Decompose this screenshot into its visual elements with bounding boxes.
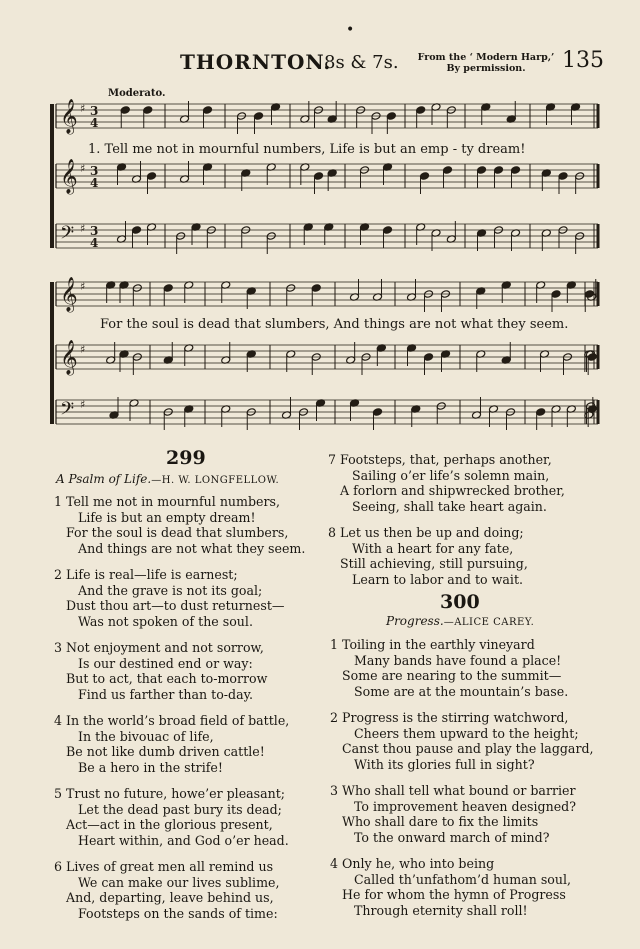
note-head <box>424 353 434 362</box>
verse-line: Learn to labor and to wait. <box>352 571 524 587</box>
note-head <box>584 290 594 299</box>
credit-line-1: From the ‘ Modern Harp,’ <box>417 52 555 63</box>
tune-meter: 8s & 7s. <box>324 52 399 73</box>
verse-line: Act—act in the glorious present, <box>66 817 273 832</box>
verse <box>328 452 565 514</box>
note-head <box>420 172 430 181</box>
tune-title: THORNTON. <box>180 50 332 74</box>
top-mark: • <box>346 22 355 38</box>
verse-line <box>330 710 594 726</box>
verse <box>54 567 305 629</box>
time-signature-top: 3 <box>90 224 99 238</box>
verse-line: Dust thou art—to dust returnest— <box>66 598 285 613</box>
verse-line <box>330 856 594 872</box>
verse-line: Through eternity shall roll! <box>354 902 528 918</box>
verse-line <box>54 567 305 583</box>
verse-line: He for whom the hymn of Progress <box>342 887 566 902</box>
verse-line: Life is but an empty dream! <box>78 509 256 525</box>
verse-number: 4 <box>330 856 339 871</box>
verse-line: Many bands have found a place! <box>354 652 562 668</box>
treble-clef-icon: 𝄞 <box>60 99 78 134</box>
verse-line: With a heart for any fate, <box>352 540 514 556</box>
verse-text: Let us then be up and doing; <box>336 525 524 540</box>
verse-line: And the grave is not its goal; <box>78 582 263 598</box>
note-head <box>203 106 213 115</box>
sharp-icon: ♯ <box>80 280 86 293</box>
note-head <box>494 166 504 175</box>
verse <box>330 637 594 699</box>
verse-text: Who shall tell what bound or barrier <box>338 783 576 798</box>
note-head <box>373 408 383 417</box>
treble-clef-icon: 𝄞 <box>60 277 78 312</box>
note-head <box>511 166 521 175</box>
sharp-icon: ♯ <box>80 222 86 235</box>
verse-line: Let the dead past bury its dead; <box>78 801 282 817</box>
verse-number: 5 <box>54 786 63 801</box>
verse-line: Be a hero in the strife! <box>78 759 223 775</box>
verse-number: 7 <box>328 452 337 467</box>
hymn-title: A Psalm of Life. <box>56 472 152 486</box>
verse-line: Cheers them upward to the height; <box>354 725 579 741</box>
time-signature-top: 3 <box>90 164 99 178</box>
verse <box>54 494 305 556</box>
verse <box>54 640 305 702</box>
note-head <box>120 106 130 115</box>
verse-line: Heart within, and God o’er head. <box>78 832 289 848</box>
verse-line <box>330 637 594 653</box>
hymn-number: 300 <box>440 591 480 613</box>
verse <box>54 859 305 921</box>
verse-line: With its glories full in sight? <box>354 756 535 772</box>
note-head <box>143 106 153 115</box>
time-signature-bottom: 4 <box>90 236 99 250</box>
note-head <box>254 112 264 121</box>
verse-line: Canst thou pause and play the laggard, <box>342 741 594 756</box>
verse-line: Called th’unfathom’d human soul, <box>354 871 572 887</box>
verse-line: Who shall dare to fix the limits <box>342 814 539 829</box>
verse-line: Sailing o’er life’s solemn main, <box>352 467 550 483</box>
credit-line-2: By permission. <box>446 63 526 74</box>
verse-line <box>328 525 565 541</box>
system-bracket <box>50 104 54 248</box>
verse-line: And things are not what they seem. <box>78 540 306 556</box>
verse-number: 1 <box>54 494 63 509</box>
hymn-attribution <box>386 614 534 628</box>
note-head <box>536 408 546 417</box>
verse-line <box>54 640 305 656</box>
verse-number: 2 <box>54 567 63 582</box>
verse-text: Footsteps, that, perhaps another, <box>336 452 552 467</box>
verse-number: 8 <box>328 525 337 540</box>
verse-text: Toiling in the earthly vineyard <box>338 637 535 652</box>
hymn-attribution <box>56 472 279 486</box>
hymn-299-verses-continued <box>328 452 565 598</box>
treble-clef-icon: 𝄞 <box>60 340 78 375</box>
verse-number: 6 <box>54 859 63 874</box>
system-bracket <box>50 282 54 424</box>
time-signature-bottom: 4 <box>90 176 99 190</box>
hymn-author: —H. W. LONGFELLOW. <box>151 475 280 486</box>
verse <box>330 856 594 918</box>
hymn-300-verses <box>330 637 594 929</box>
verse-line: Was not spoken of the soul. <box>78 613 253 629</box>
bass-clef-icon: 𝄢 <box>60 223 75 248</box>
verse-text: In the world’s broad field of battle, <box>62 713 290 728</box>
verse <box>330 783 594 845</box>
verse-line: Find us farther than to-day. <box>78 686 254 702</box>
note-head <box>132 226 142 235</box>
verse-text: Not enjoyment and not sorrow, <box>62 640 264 655</box>
bass-clef-icon: 𝄢 <box>60 399 75 424</box>
page-number: 135 <box>562 48 604 73</box>
verse <box>328 525 565 587</box>
verse-line: And, departing, leave behind us, <box>66 890 274 905</box>
verse-line: But to act, that each to-morrow <box>66 671 268 686</box>
verse-line <box>328 452 565 468</box>
note-head <box>443 166 453 175</box>
hymn-author: —ALICE CAREY. <box>443 617 535 628</box>
tempo-marking: Moderato. <box>108 88 166 99</box>
verse-text: Tell me not in mournful numbers, <box>62 494 280 509</box>
verse-line <box>54 713 305 729</box>
verse-line: Is our destined end or way: <box>78 655 253 671</box>
verse-line: Footsteps on the sands of time: <box>78 905 278 921</box>
hymn-299-verses <box>54 494 305 932</box>
note-head <box>558 172 568 181</box>
verse-text: Only he, who into being <box>338 856 495 871</box>
verse-line <box>330 783 594 799</box>
verse-text: Trust no future, howe’er pleasant; <box>62 786 286 801</box>
note-head <box>416 106 426 115</box>
verse <box>330 710 594 772</box>
verse-number: 1 <box>330 637 339 652</box>
note-head <box>551 290 561 299</box>
sharp-icon: ♯ <box>80 343 86 356</box>
lyric-line-1: 1. Tell me not in mournful numbers, Life is but an emp - ty dream! <box>88 142 526 157</box>
note-head <box>314 172 324 181</box>
hymn-title: Progress. <box>386 614 444 628</box>
music-score <box>0 0 640 440</box>
verse-line <box>54 494 305 510</box>
verse-line: Still achieving, still pursuing, <box>340 556 528 571</box>
verse-line: Some are nearing to the summit— <box>342 668 562 683</box>
verse-line: For the soul is dead that slumbers, <box>66 525 289 540</box>
verse-line: We can make our lives sublime, <box>78 874 280 890</box>
verse-line: Seeing, shall take heart again. <box>352 498 547 514</box>
verse-text: Progress is the stirring watchword, <box>338 710 569 725</box>
verse-line: A forlorn and shipwrecked brother, <box>340 483 565 498</box>
time-signature-bottom: 4 <box>90 116 99 130</box>
verse-line: Be not like dumb driven cattle! <box>66 744 265 759</box>
verse-line: In the bivouac of life, <box>78 728 214 744</box>
verse-number: 3 <box>330 783 339 798</box>
note-head <box>163 284 173 293</box>
verse-text: Lives of great men all remind us <box>62 859 274 874</box>
sharp-icon: ♯ <box>80 102 86 115</box>
verse-number: 3 <box>54 640 63 655</box>
verse-line: To improvement heaven designed? <box>354 798 576 814</box>
verse-number: 4 <box>54 713 63 728</box>
verse-text: Life is real—life is earnest; <box>62 567 238 582</box>
verse <box>54 786 305 848</box>
hymn-number: 299 <box>166 447 206 469</box>
sharp-icon: ♯ <box>80 398 86 411</box>
note-head <box>477 166 487 175</box>
note-head <box>147 172 157 181</box>
sharp-icon: ♯ <box>80 162 86 175</box>
verse <box>54 713 305 775</box>
lyric-line-2: For the soul is dead that slumbers, And things are not what they seem. <box>100 317 569 332</box>
verse-number: 2 <box>330 710 339 725</box>
verse-line <box>54 786 305 802</box>
note-head <box>383 226 393 235</box>
treble-clef-icon: 𝄞 <box>60 159 78 194</box>
verse-line: Some are at the mountain’s base. <box>354 683 569 699</box>
note-head <box>311 284 321 293</box>
note-head <box>386 112 396 121</box>
verse-line <box>54 859 305 875</box>
time-signature-top: 3 <box>90 104 99 118</box>
verse-line: To the onward march of mind? <box>354 829 550 845</box>
